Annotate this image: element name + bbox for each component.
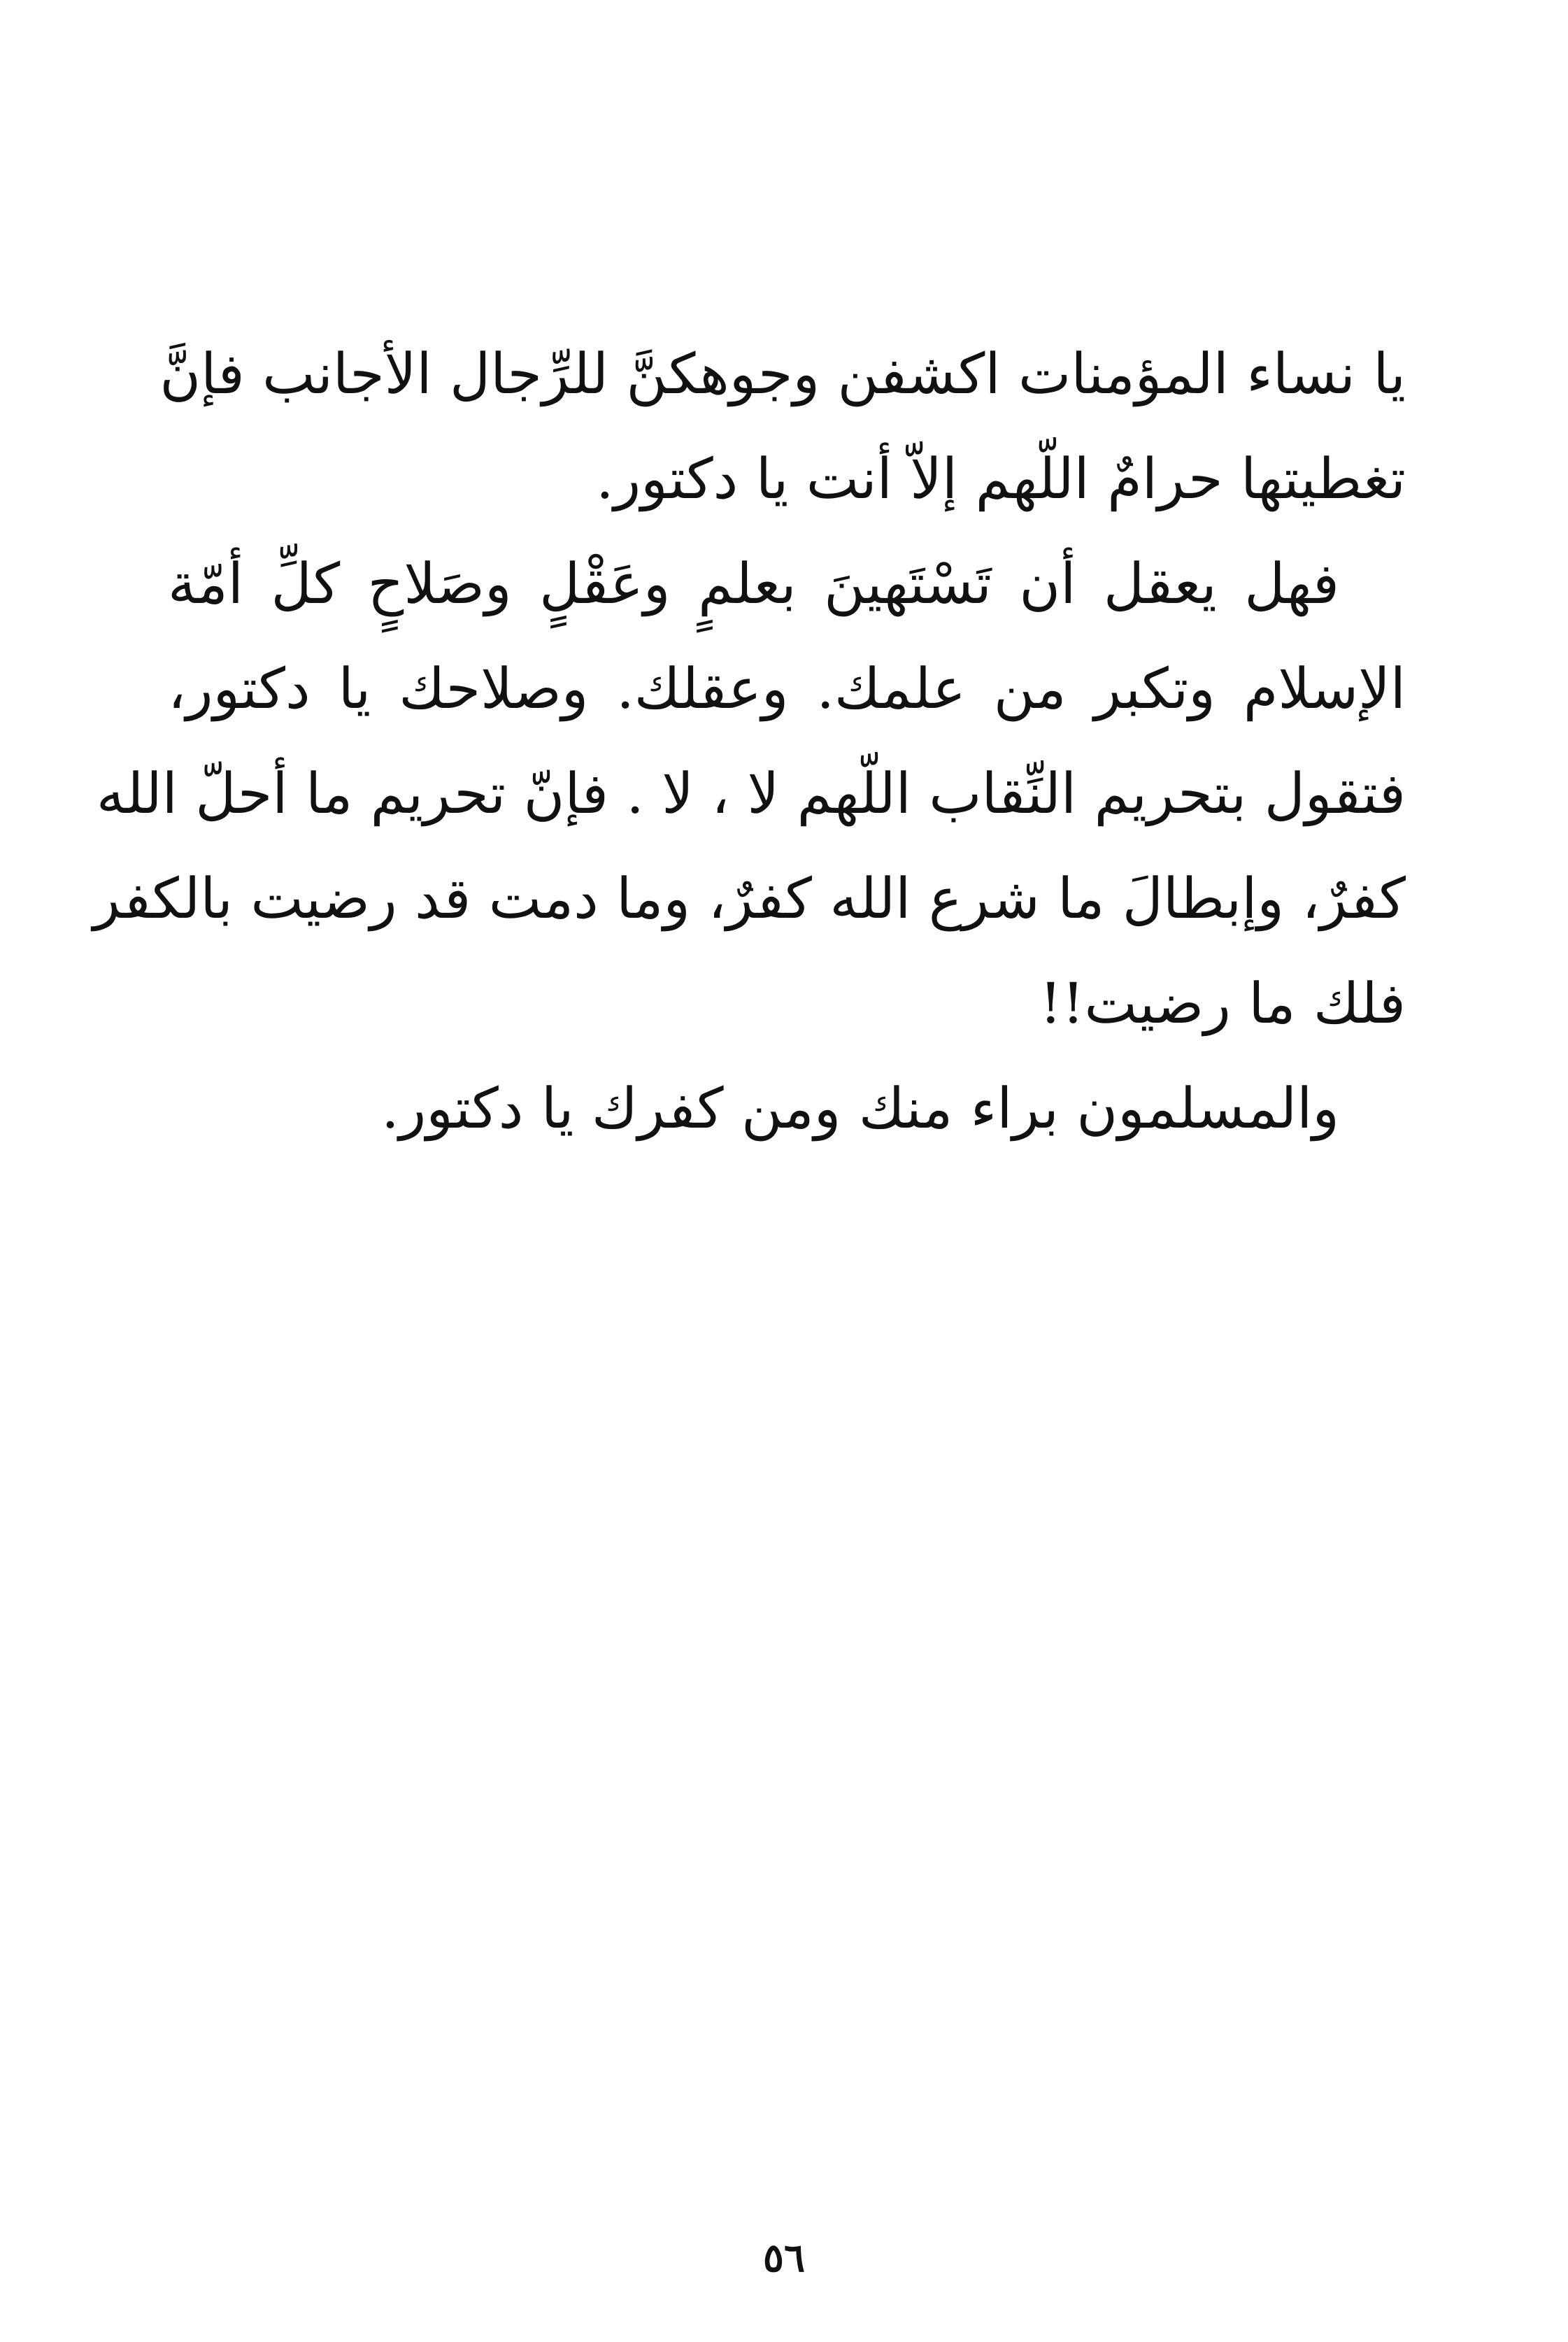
text-line: والمسلمون براء منك ومن كفرك يا دكتور.	[381, 1076, 1339, 1141]
text-line: كفرٌ، وإبطالَ ما شرع الله كفرٌ، وما دمت قد رضيت بالكفر	[93, 866, 1406, 931]
text-line: الإسلام وتكبر من علمك. وعقلك. وصلاحك يا دكتور،	[168, 656, 1406, 721]
text-line: تغطيتها حرامٌ اللّهم إلاّ أنت يا دكتور.	[596, 446, 1406, 511]
paragraph-1	[159, 322, 1406, 532]
paragraph-3	[168, 1056, 1406, 1161]
text-line: فلك ما رضيت!!	[1039, 971, 1406, 1036]
body-text	[93, 322, 1406, 1161]
page-number: ٥٦	[762, 2235, 806, 2281]
text-line: يا نساء المؤمنات اكشفن وجوهكنَّ للرِّجال الأجانب فإنَّ	[159, 341, 1406, 406]
text-line: فهل يعقل أن تَسْتَهينَ بعلمٍ وعَقْلٍ وصَلاحٍ كلِّ أمّة	[168, 551, 1339, 616]
paragraph-2	[93, 532, 1406, 1056]
text-line: فتقول بتحريم النِّقاب اللّهم لا ، لا . فإنّ تحريم ما أحلّ الله	[96, 761, 1406, 826]
